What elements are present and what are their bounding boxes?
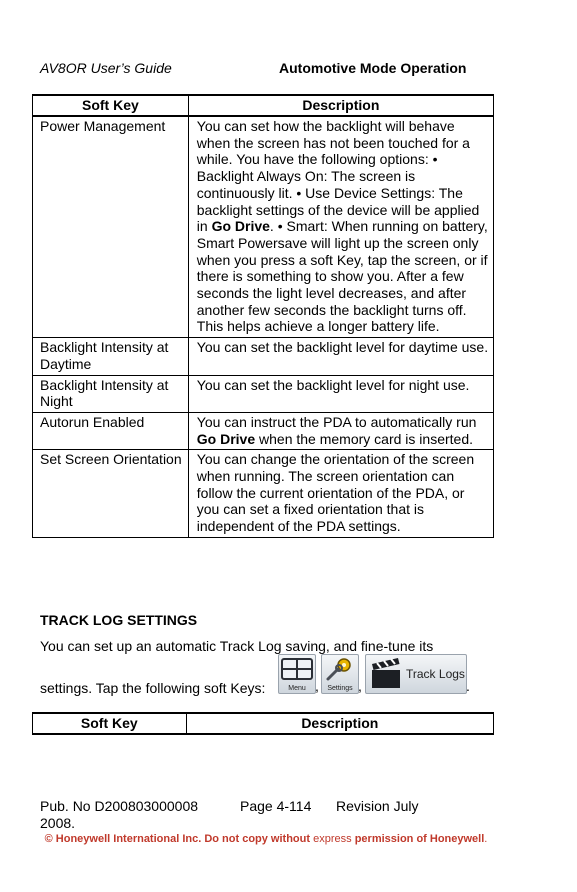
soft-keys-instruction: settings. Tap the following soft Keys: (40, 680, 266, 696)
separator-comma: , (315, 678, 319, 694)
menu-button-label: Menu (288, 685, 306, 692)
description-cell: You can set how the backlight will behave when the screen has not been touched for a while. You have the following options: • Backlight Always On: The screen is continuously lit. • Use Device Settings: The backlight settings of the device will be applied in Go Drive. • Smart: When running on battery, Smart Powersave will light up the screen only when you press a soft Key, tap the screen, or if there is something to show you. After a few seconds the light level decreases, and after another few seconds the backlight turns off. This helps achieve a longer battery life. (188, 116, 493, 338)
track-logs-button[interactable] (365, 654, 467, 694)
soft-key-cell: Power Management (33, 116, 189, 338)
copyright-notice: © Honeywell International Inc. Do not copy without express permission of Honeywell. (44, 833, 488, 845)
section-title: Automotive Mode Operation (279, 60, 467, 76)
track-log-intro-line1: You can set up an automatic Track Log saving, and fine-tune its (40, 638, 434, 654)
page-number: Page 4-114 (240, 798, 312, 814)
track-log-settings-table (32, 712, 494, 735)
soft-key-column-header: Soft Key (33, 713, 187, 734)
table-row (33, 338, 494, 375)
separator-comma: , (358, 678, 362, 694)
soft-key-column-header: Soft Key (33, 95, 189, 116)
description-cell: You can instruct the PDA to automatically run Go Drive when the memory card is inserted. (188, 412, 493, 449)
revision-year: 2008. (40, 815, 76, 831)
soft-key-cell: Set Screen Orientation (33, 450, 189, 538)
description-cell: You can set the backlight level for daytime use. (188, 338, 493, 375)
publication-number: Pub. No D200803000008 (40, 798, 199, 814)
soft-key-cell: Backlight Intensity at Daytime (33, 338, 189, 375)
settings-button-label: Settings (327, 685, 353, 692)
description-column-header: Description (188, 95, 493, 116)
separator-period: . (466, 678, 470, 694)
table-row (33, 116, 494, 338)
description-cell: You can set the backlight level for night use. (188, 375, 493, 412)
description-column-header: Description (186, 713, 493, 734)
track-log-intro-line2 (40, 652, 500, 696)
table-row (33, 412, 494, 449)
table-row (33, 375, 494, 412)
menu-grid-icon (279, 655, 315, 683)
soft-key-cell: Backlight Intensity at Night (33, 375, 189, 412)
table-header-row (33, 713, 494, 734)
track-log-heading: TRACK LOG SETTINGS (40, 612, 198, 628)
track-logs-button-label: Track Logs (406, 667, 465, 681)
display-settings-table (32, 94, 494, 538)
menu-button[interactable] (278, 654, 316, 694)
table-header-row (33, 95, 494, 116)
wrench-gear-icon (322, 655, 358, 683)
clapperboard-icon (368, 656, 406, 692)
table-row (33, 450, 494, 538)
page-header (40, 60, 480, 80)
description-cell: You can change the orientation of the screen when running. The screen orientation can follow the current orientation of the PDA, or you can set a fixed orientation that is independent of the PDA settings. (188, 450, 493, 538)
revision-label: Revision July (336, 798, 419, 814)
soft-key-cell: Autorun Enabled (33, 412, 189, 449)
settings-button[interactable] (321, 654, 359, 694)
document-title: AV8OR User’s Guide (40, 60, 172, 76)
page-footer (40, 798, 500, 832)
